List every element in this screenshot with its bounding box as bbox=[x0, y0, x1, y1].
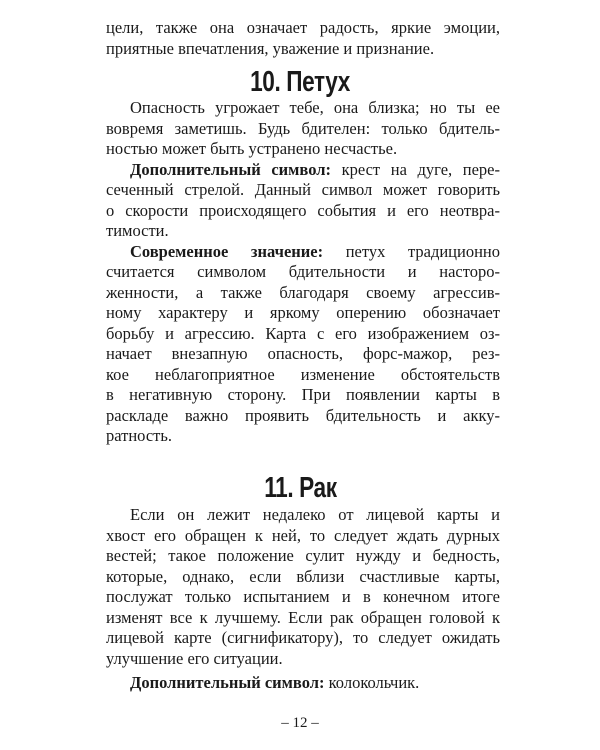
text-line: хвост его обращен к ней, то следует ждать дурных bbox=[106, 525, 500, 545]
text-line: Современное значение: петух традиционно bbox=[130, 241, 500, 261]
text-line: улучшение его ситуации. bbox=[106, 648, 283, 668]
text-line: Опасность угрожает тебе, она близка; но ты ее bbox=[130, 98, 500, 117]
text-line: ратность. bbox=[106, 426, 173, 445]
text-line: лицевой карте (сигнификатору), то следует ожидать bbox=[106, 628, 500, 647]
text-line: Дополнительный символ: крест на дуге, пере- bbox=[130, 159, 500, 179]
section-11-body bbox=[106, 505, 500, 694]
text-line: послужат только испытанием и в конечном итоге bbox=[106, 587, 500, 606]
text-line: начает внезапную опасность, форс-мажор, рез- bbox=[106, 344, 500, 363]
text-line: раскладе важно проявить бдительность и акку- bbox=[106, 405, 500, 425]
text-line: которые, однако, если вблизи счастливые карты, bbox=[106, 566, 500, 586]
text-line: в негативную сторону. При появлении карты в bbox=[106, 385, 500, 404]
section-heading-11: 11. Рак bbox=[263, 472, 337, 504]
page-number: – 12 – bbox=[281, 715, 319, 731]
text-line: изменят все к лучшему. Если рак обращен головой к bbox=[106, 607, 500, 627]
text-line: ностью может быть устранено несчастье. bbox=[106, 139, 398, 158]
text-line: борьбу и агрессию. Карта с его изображением оз- bbox=[106, 323, 500, 343]
text-line: женности, а также благодаря своему агрессив- bbox=[106, 282, 500, 302]
text-line: вестей; такое положение сулит нужду и бедность, bbox=[106, 546, 500, 565]
text-line: ному характеру и яркому оперению обозначает bbox=[106, 303, 500, 322]
label: Дополнительный символ: bbox=[130, 159, 331, 179]
text-line: Дополнительный символ: колокольчик. bbox=[130, 673, 420, 692]
text-line: приятные впечатления, уважение и признание. bbox=[106, 38, 435, 58]
text-line: вовремя заметишь. Будь бдителен: только бдитель- bbox=[106, 118, 500, 138]
intro-paragraph bbox=[106, 18, 500, 59]
text-line: сеченный стрелой. Данный символ может говорить bbox=[106, 180, 500, 199]
text-line: Если он лежит недалеко от лицевой карты и bbox=[130, 505, 500, 524]
section-heading-10: 10. Петух bbox=[250, 66, 350, 98]
text-line: о скорости происходящего события и его неотвра- bbox=[106, 200, 500, 220]
label: Современное значение: bbox=[130, 241, 324, 261]
text-line: тимости. bbox=[106, 221, 169, 240]
text-line: цели, также она означает радость, яркие эмоции, bbox=[106, 18, 500, 37]
label: Дополнительный символ: bbox=[130, 673, 325, 692]
section-10-body bbox=[106, 98, 500, 447]
text-line: кое неблагоприятное изменение обстоятельств bbox=[106, 364, 500, 384]
text-line: считается символом бдительности и насторо- bbox=[106, 262, 500, 281]
